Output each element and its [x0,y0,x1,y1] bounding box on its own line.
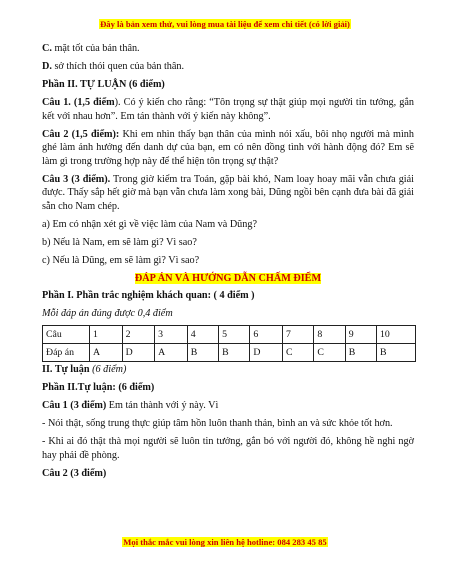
answer-table [42,325,416,362]
question-3: Câu 3 (3 điểm). Trong giờ kiểm tra Toán, gặp bài khó, Nam loay hoay mãi vẫn chưa giải được. Thấy sắp hết giờ mà bạn vẫn chưa làm xong bài, Dũng ngồi bên cạnh đưa bài đã giải sẵn cho Nam chép. [42,173,414,212]
preview-banner: Đây là bản xem thử, vui lòng mua tài liệu để xem chi tiết (có lời giải) [100,19,350,29]
table-cell: 1 [90,326,123,344]
part1-heading: Phần I. Phần trắc nghiệm khách quan: ( 4 điểm ) [42,290,255,302]
part2-answer-heading: II. Tự luận (6 điểm) [42,364,127,376]
answer-1-bullet: - Nói thật, sống trung thực giúp tâm hồn luôn thanh thản, bình an và sức khỏe tốt hơn. [42,418,393,430]
table-cell: 7 [283,326,314,344]
question-3c: c) Nếu là Dũng, em sẽ làm gì? Vì sao? [42,254,200,266]
table-cell: 8 [314,326,345,344]
answer-2-heading: Câu 2 (3 điểm) [42,467,107,479]
table-header-cell: Câu [43,326,90,344]
table-cell: 9 [345,326,376,344]
table-cell: B [345,344,376,362]
table-cell: 4 [187,326,218,344]
part1-note: Mỗi đáp án đúng được 0,4 điểm [42,308,173,320]
table-cell: C [314,344,345,362]
table-cell: 10 [377,326,416,344]
table-cell: 5 [219,326,250,344]
part2-heading: Phần II. TỰ LUẬN (6 điểm) [42,78,165,90]
question-2: Câu 2 (1,5 điểm): Khi em nhìn thấy bạn thân của mình nói xấu, bôi nhọ người mà mình ghé làm ảnh hưởng đến danh dự của bạn, em có nên đồng tình với hành động đó? Em sẽ làm gì trong trường hợp này để thể hiện tôn trọng sự thật? [42,128,414,167]
table-cell: B [187,344,218,362]
option-c: C. mặt tốt của bản thân. [42,43,140,54]
table-cell: D [250,344,283,362]
table-cell: A [90,344,123,362]
table-cell: B [377,344,416,362]
answer-1-bullet: - Khi ai đó thật thà mọi người sẽ luôn tin tưởng, gắn bó với người đó, không hề nghi ngờ hay phải đề phòng. [42,436,414,461]
table-cell: A [155,344,188,362]
table-cell: B [219,344,250,362]
table-cell: 2 [122,326,155,344]
table-row [43,344,416,362]
table-row [43,326,416,344]
table-cell: 3 [155,326,188,344]
table-cell: C [283,344,314,362]
answer-1: Câu 1 (3 điểm) Em tán thành với ý này. Vì [42,400,219,412]
part2-repeat-heading: Phần II.Tự luận: (6 điểm) [42,382,155,394]
table-cell: D [122,344,155,362]
question-1: Câu 1. (1,5 điểm). Có ý kiến cho rằng: “Tôn trọng sự thật giúp mọi người tin tưởng, gắn kết với nhau hơn”. Em tán thành với ý kiến này không”. [42,96,414,122]
document-body [42,42,414,485]
hotline-banner: Mọi thắc mắc vui lòng xin liên hệ hotline: 084 283 45 85 [123,537,327,547]
answer-title: ĐÁP ÁN VÀ HƯỚNG DẪN CHẤM ĐIỂM [134,272,322,284]
table-header-cell: Đáp án [43,344,90,362]
table-cell: 6 [250,326,283,344]
question-3a: a) Em có nhận xét gì về việc làm của Nam và Dũng? [42,218,257,230]
option-d: D. sở thích thói quen của bản thân. [42,60,185,72]
question-3b: b) Nếu là Nam, em sẽ làm gì? Vì sao? [42,236,197,248]
